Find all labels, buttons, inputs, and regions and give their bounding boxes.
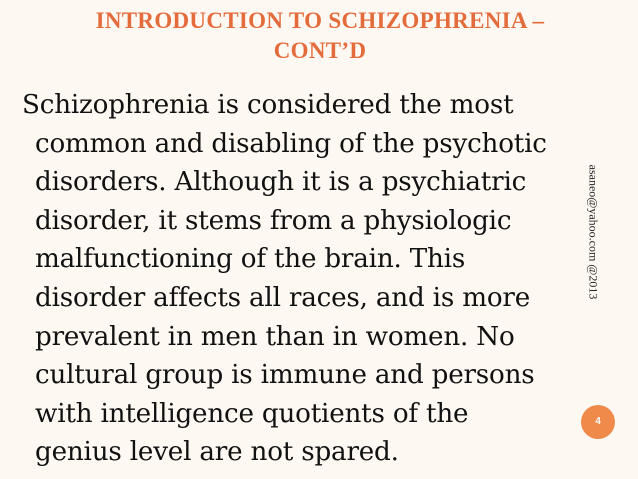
slide-body-text xyxy=(22,86,618,472)
body-line-4: disorder, it stems from a physiologic xyxy=(35,205,512,236)
body-line-1: Schizophrenia is considered the most xyxy=(22,90,514,120)
slide-title-line-1: INTRODUCTION TO SCHIZOPHRENIA – xyxy=(95,8,545,33)
body-line-6: disorder affects all races, and is more xyxy=(35,282,531,313)
watermark-credit xyxy=(586,152,600,312)
body-line-10: genius level are not spared. xyxy=(35,437,399,468)
body-line-9: with intelligence quotients of the xyxy=(35,398,469,429)
body-line-5: malfunctioning of the brain. This xyxy=(35,244,466,275)
slide-title xyxy=(40,6,600,66)
slide-title-line-2: CONT’D xyxy=(273,38,367,63)
page-number-badge: 4 xyxy=(581,405,615,439)
body-line-7: prevalent in men than in women. No xyxy=(35,321,515,352)
body-line-8: cultural group is immune and persons xyxy=(35,360,535,391)
body-line-3: disorders. Although it is a psychiatric xyxy=(35,167,527,198)
watermark-text: asaneo@yahoo.com @2013 xyxy=(586,164,601,300)
body-line-2: common and disabling of the psychotic xyxy=(35,128,547,159)
